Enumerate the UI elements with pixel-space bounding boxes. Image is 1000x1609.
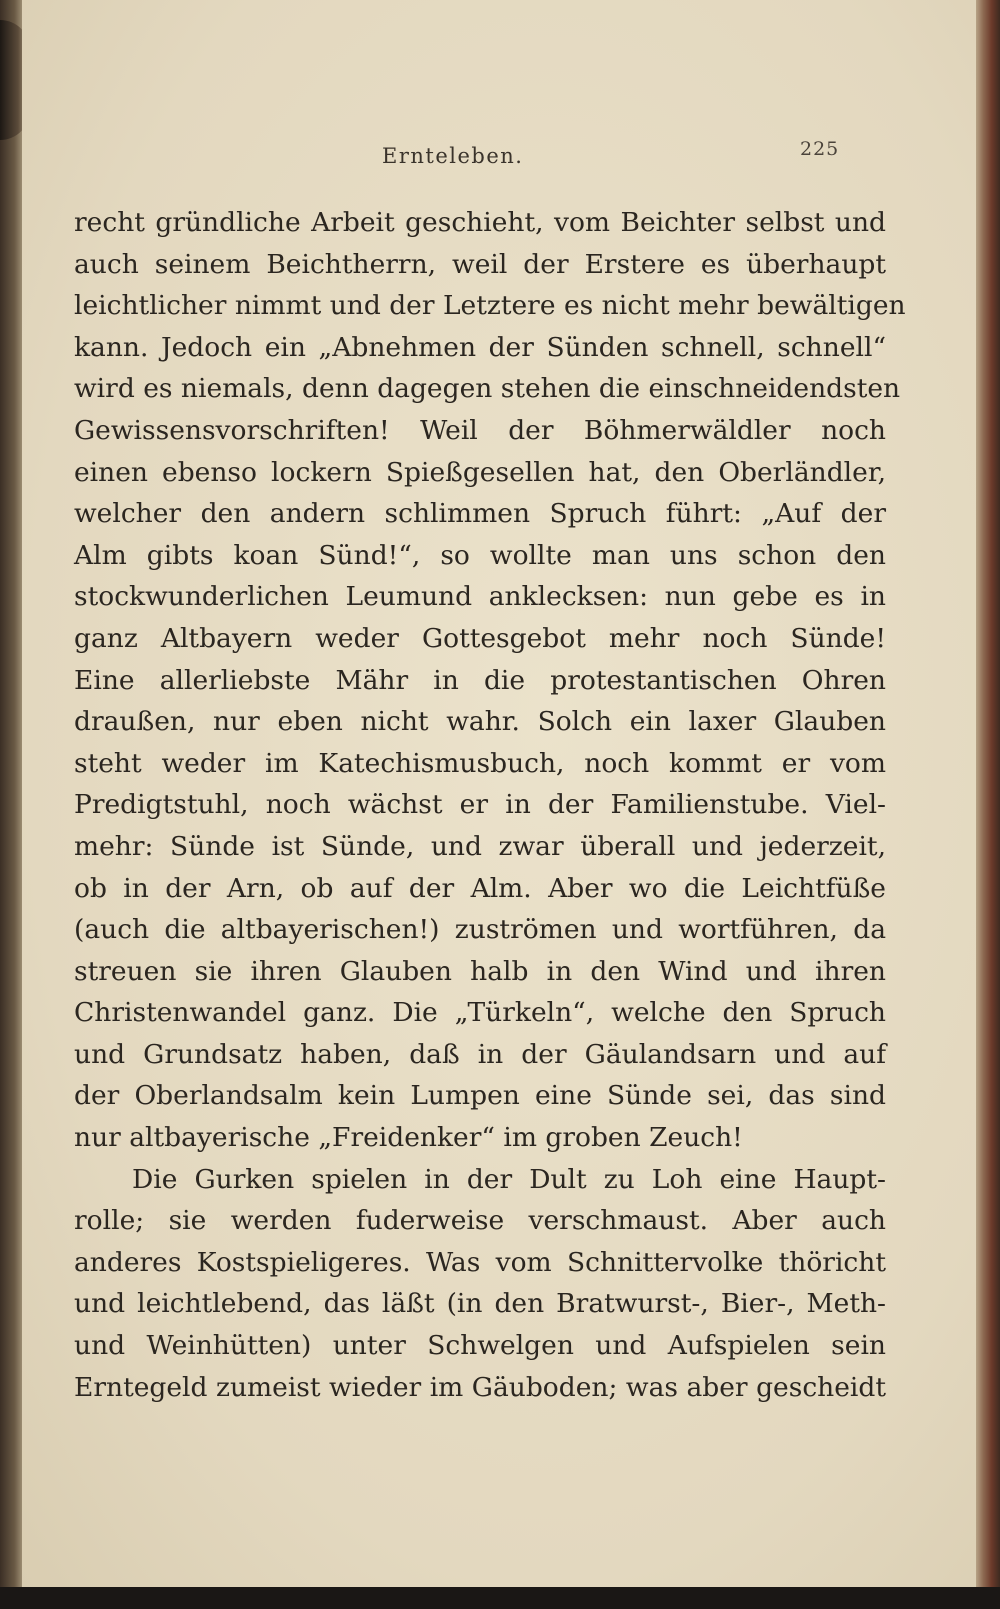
text-line: mehr: Sünde ist Sünde, und zwar überall und jederzeit, — [74, 830, 886, 862]
text-line: steht weder im Katechismusbuch, noch kommt er vom — [74, 747, 886, 779]
book-cover-edge — [972, 0, 1000, 1609]
text-line: der Oberlandsalm kein Lumpen eine Sünde sei, das sind — [74, 1080, 886, 1112]
text-line: leichtlicher nimmt und der Letztere es nicht mehr bewältigen — [74, 290, 906, 322]
book-page — [22, 0, 976, 1590]
text-line: ob in der Arn, ob auf der Alm. Aber wo die Leichtfüße — [74, 872, 886, 904]
text-line: ganz Altbayern weder Gottesgebot mehr noch Sünde! — [74, 622, 886, 654]
page-number: 225 — [800, 138, 840, 160]
text-line: Erntegeld zumeist wieder im Gäuboden; was aber gescheidt — [74, 1371, 886, 1403]
paragraph-first-line: Die Gurken spielen in der Dult zu Loh eine Haupt- — [132, 1163, 886, 1195]
text-line: (auch die altbayerischen!) zuströmen und wortführen, da — [74, 914, 886, 946]
text-line: kann. Jedoch ein „Abnehmen der Sünden schnell, schnell“ — [74, 331, 886, 363]
body-text — [74, 202, 906, 1408]
text-line: wird es niemals, denn dagegen stehen die einschneidendsten — [74, 373, 901, 405]
text-line: rolle; sie werden fuderweise verschmaust. Aber auch — [74, 1205, 886, 1237]
text-line: stockwunderlichen Leumund anklecksen: nun gebe es in — [74, 581, 886, 613]
text-line: welcher den andern schlimmen Spruch führt: „Auf der — [74, 498, 886, 530]
text-line: streuen sie ihren Glauben halb in den Wind und ihren — [74, 955, 886, 987]
running-title: Ernteleben. — [382, 144, 524, 168]
text-line: recht gründliche Arbeit geschieht, vom Beichter selbst und — [74, 207, 886, 238]
text-line: und Weinhütten) unter Schwelgen und Aufspielen sein — [74, 1330, 886, 1362]
page-header — [22, 138, 976, 174]
text-line: Eine allerliebste Mähr in die protestantischen Ohren — [74, 664, 886, 696]
scan-bottom-edge — [0, 1587, 1000, 1609]
text-line: Predigtstuhl, noch wächst er in der Familienstube. Viel- — [74, 789, 886, 821]
text-line: nur altbayerische „Freidenker“ im groben Zeuch! — [74, 1122, 743, 1154]
text-line: auch seinem Beichtherrn, weil der Erstere es überhaupt — [74, 248, 886, 280]
text-line: anderes Kostspieligeres. Was vom Schnittervolke thöricht — [74, 1246, 886, 1278]
text-line: einen ebenso lockern Spießgesellen hat, den Oberländler, — [74, 456, 886, 488]
text-line: draußen, nur eben nicht wahr. Solch ein laxer Glauben — [74, 706, 886, 738]
text-line: Alm gibts koan Sünd!“, so wollte man uns schon den — [74, 539, 886, 571]
text-line: Gewissensvorschriften! Weil der Böhmerwäldler noch — [74, 414, 886, 446]
text-line: Christenwandel ganz. Die „Türkeln“, welche den Spruch — [74, 997, 886, 1029]
text-line: und leichtlebend, das läßt (in den Bratwurst-, Bier-, Meth- — [74, 1288, 886, 1320]
text-line: und Grundsatz haben, daß in der Gäulandsarn und auf — [74, 1038, 886, 1070]
